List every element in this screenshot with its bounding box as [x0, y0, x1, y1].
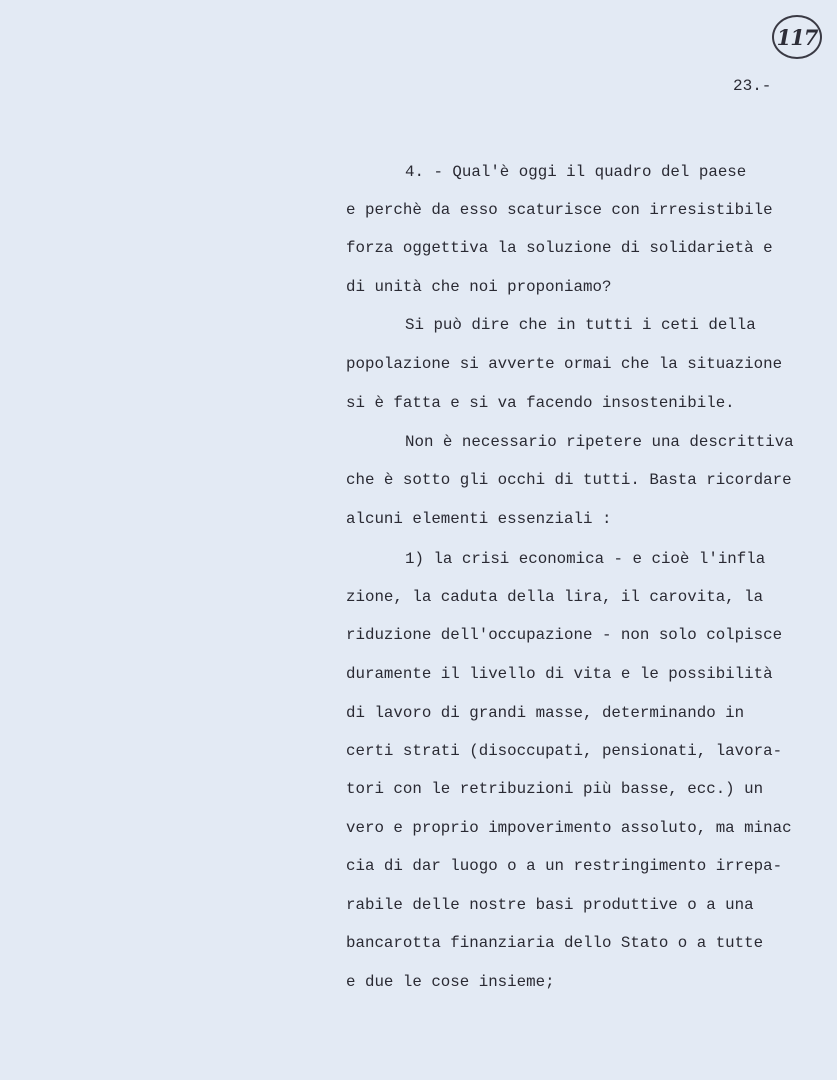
- text-line: zione, la caduta della lira, il carovita, la: [346, 588, 764, 606]
- text-line: alcuni elementi essenziali :: [346, 510, 612, 528]
- archive-stamp: [772, 15, 822, 59]
- text-line: rabile delle nostre basi produttive o a una: [346, 896, 754, 914]
- text-line: si è fatta e si va facendo insostenibile.: [346, 394, 735, 412]
- text-line: Non è necessario ripetere una descrittiva: [405, 433, 794, 451]
- text-line: riduzione dell'occupazione - non solo colpisce: [346, 626, 783, 644]
- text-line: forza oggettiva la soluzione di solidarietà e: [346, 239, 773, 257]
- text-line: bancarotta finanziaria dello Stato o a tutte: [346, 934, 764, 952]
- text-line: duramente il livello di vita e le possibilità: [346, 665, 773, 683]
- text-line: Si può dire che in tutti i ceti della: [405, 316, 756, 334]
- text-line: tori con le retribuzioni più basse, ecc.) un: [346, 780, 764, 798]
- text-line: di lavoro di grandi masse, determinando in: [346, 704, 745, 722]
- text-line: cia di dar luogo o a un restringimento irrepa-: [346, 857, 783, 875]
- text-line: e due le cose insieme;: [346, 973, 555, 991]
- archive-stamp-number: 117: [776, 24, 818, 50]
- text-line: che è sotto gli occhi di tutti. Basta ricordare: [346, 471, 792, 489]
- text-line: 1) la crisi economica - e cioè l'inflа: [405, 550, 766, 568]
- text-line: 4. - Qual'è oggi il quadro del paese: [405, 163, 747, 181]
- text-line: popolazione si avverte ormai che la situazione: [346, 355, 783, 373]
- text-line: e perchè da esso scaturisce con irresistibile: [346, 201, 773, 219]
- text-line: di unità che noi proponiamo?: [346, 278, 612, 296]
- text-line: certi strati (disoccupati, pensionati, lavora-: [346, 742, 783, 760]
- page-number: 23.-: [733, 77, 772, 95]
- text-line: vero e proprio impoverimento assoluto, ma minac: [346, 819, 792, 837]
